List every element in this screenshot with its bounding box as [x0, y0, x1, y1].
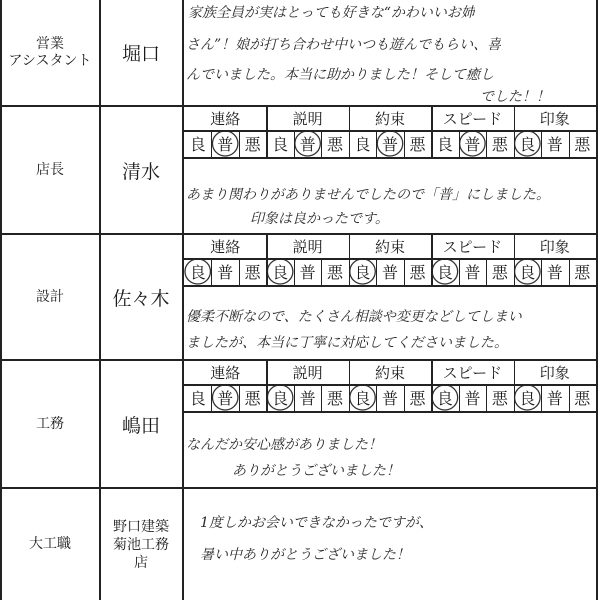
handwritten-comment-line: ありがとうございました！: [232, 463, 400, 479]
rating-option: 悪: [244, 389, 261, 408]
handwritten-comment-line: でした！！: [480, 89, 550, 105]
criterion-header: 説明: [292, 110, 323, 128]
rating-option: 悪: [491, 389, 508, 408]
staff-name: 清水: [121, 160, 160, 183]
rating-option: 悪: [244, 263, 261, 282]
handwritten-comment-line: んでいました。本当に助かりました！そして癒し: [186, 67, 494, 83]
criterion-header: 説明: [292, 364, 323, 382]
rating-option: 普: [299, 263, 316, 282]
rating-option: 良: [519, 263, 536, 282]
staff-name: 野口建築: [113, 518, 169, 535]
staff-name-cell: [100, 235, 182, 359]
rating-option: 悪: [409, 135, 426, 154]
rating-option: 普: [464, 389, 481, 408]
handwritten-comment-line: さん”！娘が打ち合わせ中いつも遊んでもらい、喜: [186, 37, 502, 53]
staff-name: 店: [134, 554, 148, 571]
handwritten-comment-line: 1度しかお会いできなかったですが、: [200, 515, 433, 531]
role-cell: [0, 0, 100, 105]
rating-option: 普: [381, 263, 398, 282]
handwritten-comment-line: 暑い中ありがとうございました！: [200, 547, 410, 563]
rating-option: 良: [436, 263, 453, 282]
rating-option: 普: [217, 263, 234, 282]
role-cell: [0, 489, 100, 600]
rating-option: 良: [354, 135, 371, 154]
handwritten-comment-line: あまり関わりがありませんでしたので「普」にしました。: [186, 187, 550, 203]
staff-name-cell: [100, 0, 182, 105]
criterion-header: 連絡: [210, 238, 241, 256]
rating-option: 良: [189, 263, 206, 282]
role-label: 工務: [36, 415, 64, 432]
rating-option: 悪: [327, 389, 344, 408]
role-cell: [0, 107, 100, 233]
rating-option: 普: [546, 263, 563, 282]
rating-option: 普: [381, 135, 398, 154]
rating-option: 普: [464, 135, 481, 154]
rating-option: 良: [272, 389, 289, 408]
rating-option: 悪: [409, 389, 426, 408]
rating-option: 良: [354, 263, 371, 282]
criterion-header: 約束: [374, 110, 405, 128]
criterion-header: 約束: [374, 364, 405, 382]
role-label: 設計: [36, 288, 64, 305]
staff-name: 菊池工務: [113, 536, 169, 553]
rating-option: 良: [189, 389, 206, 408]
role-label: アシスタント: [8, 52, 92, 69]
rating-option: 悪: [327, 263, 344, 282]
staff-name-cell: [100, 361, 182, 487]
rating-option: 普: [299, 135, 316, 154]
criterion-header: 連絡: [210, 110, 241, 128]
rating-option: 普: [299, 389, 316, 408]
criterion-header: スピード: [442, 238, 503, 256]
criterion-header: スピード: [442, 364, 503, 382]
rating-option: 良: [436, 389, 453, 408]
handwritten-comment-line: なんだか安心感がありました！: [186, 437, 382, 453]
rating-option: 悪: [327, 135, 344, 154]
handwritten-comment-line: 印象は良かったです。: [250, 211, 389, 227]
staff-name: 堀口: [121, 43, 160, 65]
rating-option: 普: [217, 389, 234, 408]
rating-option: 良: [436, 135, 453, 154]
rating-option: 普: [546, 389, 563, 408]
criterion-header: 説明: [292, 238, 323, 256]
criterion-header: 印象: [539, 238, 570, 256]
role-cell: [0, 235, 100, 359]
name-content-divider: [182, 0, 184, 600]
staff-name-cell: [100, 489, 182, 600]
handwritten-comment-line: 優柔不断なので、たくさん相談や変更などしてしまい: [186, 309, 522, 325]
criterion-header: 印象: [539, 364, 570, 382]
role-cell: [0, 361, 100, 487]
staff-name-cell: [100, 107, 182, 233]
rating-option: 良: [272, 263, 289, 282]
rating-option: 良: [272, 135, 289, 154]
rating-option: 普: [546, 135, 563, 154]
rating-option: 普: [381, 389, 398, 408]
role-label: 大工職: [29, 536, 71, 552]
handwritten-comment-line: 家族全員が実はとっても好きな“かわいいお姉: [188, 5, 475, 21]
rating-option: 悪: [491, 263, 508, 282]
rating-option: 悪: [491, 135, 508, 154]
role-label: 営業: [36, 35, 64, 52]
grid-line: [184, 157, 596, 159]
criterion-header: スピード: [442, 110, 503, 128]
rating-option: 普: [464, 263, 481, 282]
rating-option: 悪: [244, 135, 261, 154]
staff-name: 佐々木: [112, 287, 170, 310]
right-border: [596, 0, 598, 600]
grid-line: [184, 285, 596, 287]
handwritten-comment-line: ましたが、本当に丁寧に対応してくださいました。: [186, 335, 508, 351]
rating-option: 良: [189, 135, 206, 154]
rating-option: 良: [354, 389, 371, 408]
rating-option: 悪: [574, 135, 591, 154]
rating-option: 良: [519, 389, 536, 408]
rating-option: 悪: [409, 263, 426, 282]
criterion-header: 印象: [539, 110, 570, 128]
criterion-header: 約束: [374, 238, 405, 256]
criterion-header: 連絡: [210, 364, 241, 382]
rating-option: 良: [519, 135, 536, 154]
grid-line: [184, 411, 596, 413]
role-label: 店長: [36, 161, 64, 178]
rating-option: 悪: [574, 389, 591, 408]
rating-option: 悪: [574, 263, 591, 282]
rating-option: 普: [217, 135, 234, 154]
staff-name: 嶋田: [121, 414, 160, 437]
